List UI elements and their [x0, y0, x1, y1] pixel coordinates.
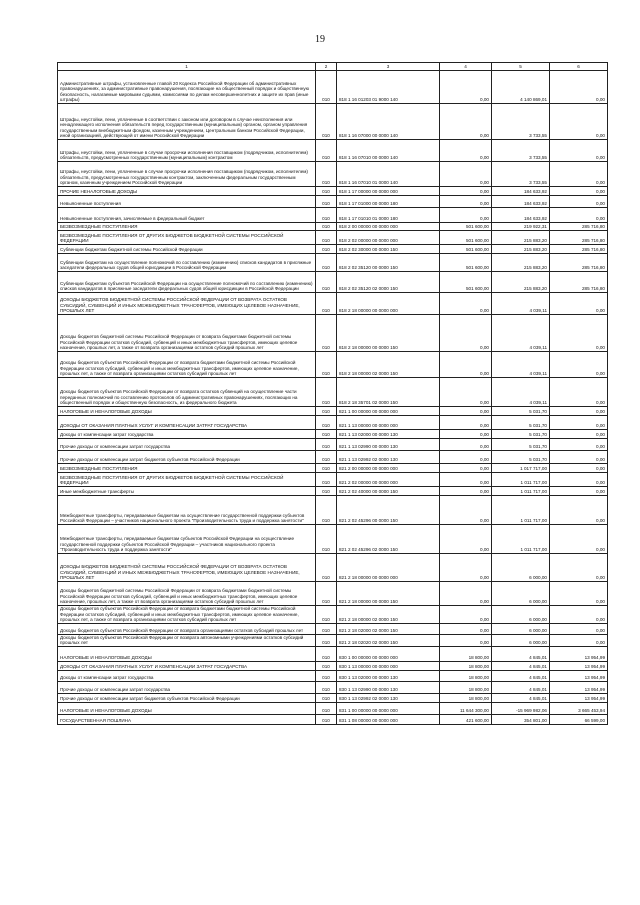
row-name: Доходы бюджетов бюджетной системы Российской Федерации от возврата бюджетами бюджетной системы Российской Федерации остатков субсидий, субвенций и иных межбюджетных трансфертов, имеющих целевое назначение, прошлых лет, а также от возврата организациями остатков субсидий прошлых лет [58, 315, 316, 352]
table-row [58, 670, 608, 681]
row-name: Иные межбюджетные трансферты [58, 487, 316, 496]
row-line-code: 010 [316, 451, 337, 464]
row-plan-value: 501 600,00 [440, 231, 492, 245]
row-name: Субвенции бюджетам субъектов Российской Федерации на осуществление полномочий по составлению (изменению) списков кандидатов в присяжные заседатели федеральных судов общей юрисдикции в Российской Федерации [58, 272, 316, 293]
row-plan-value: 0,00 [440, 487, 492, 496]
row-budget-code: 831 1 08 00000 00 0000 000 [337, 714, 440, 724]
row-unexecuted-value: 13 954,99 [550, 670, 608, 681]
table-row [58, 187, 608, 196]
table-row [58, 352, 608, 378]
row-unexecuted-value: 0,00 [550, 378, 608, 407]
row-plan-value: 0,00 [440, 208, 492, 223]
row-line-code: 010 [316, 140, 337, 162]
row-name: Межбюджетные трансферты, передаваемые бюджетам на осуществление государственной поддержки субъектов Российской Федерации – участников национального проекта "Производительность труда и поддержка занятости" [58, 496, 316, 525]
row-budget-code: 818 2 02 30000 00 0000 150 [337, 245, 440, 254]
row-name: Субвенции бюджетам бюджетной системы Российской Федерации [58, 245, 316, 254]
row-plan-value: 0,00 [440, 71, 492, 104]
column-header: 3 [337, 63, 440, 71]
row-budget-code: 821 2 18 00000 02 0000 150 [337, 606, 440, 624]
table-header-row [58, 63, 608, 71]
row-line-code: 010 [316, 473, 337, 487]
table-row [58, 702, 608, 714]
row-unexecuted-value: 0,00 [550, 208, 608, 223]
table-row [58, 196, 608, 208]
row-name: Штрафы, неустойки, пени, уплаченные в случае просрочки исполнения поставщиком (подрядчиком, исполнителем) обязательств, предусмотренных государственным (муниципальным) контрактом [58, 140, 316, 162]
row-name: Доходы бюджетов субъектов Российской Федерации от возврата бюджетами бюджетной системы Российской Федерации остатков субсидий, субвенций и иных межбюджетных трансфертов, имеющих целевое назначение, прошлых лет, а также от возврата организациями остатков субсидий прошлых лет [58, 352, 316, 378]
row-name: Прочие доходы от компенсации затрат государства [58, 681, 316, 693]
row-executed-value: -15 969 982,06 [492, 702, 550, 714]
row-budget-code: 818 2 02 35120 02 0000 150 [337, 272, 440, 293]
row-budget-code: 821 2 02 45296 00 0000 150 [337, 496, 440, 525]
row-plan-value: 0,00 [440, 104, 492, 140]
row-line-code: 010 [316, 606, 337, 624]
row-unexecuted-value: 0,00 [550, 496, 608, 525]
row-budget-code: 818 2 02 35120 00 0000 150 [337, 254, 440, 272]
row-executed-value: 4 845,01 [492, 670, 550, 681]
row-name: Штрафы, неустойки, пени, уплаченные в случае просрочки исполнения поставщиком (подрядчиком, исполнителем) обязательств, предусмотренных государственным контрактом, заключенным федеральным государственным органом, казенным учреждением Российской Федерации [58, 162, 316, 187]
table-row [58, 582, 608, 606]
row-budget-code: 821 2 18 00000 00 0000 000 [337, 554, 440, 582]
row-line-code: 010 [316, 693, 337, 702]
row-unexecuted-value: 0,00 [550, 104, 608, 140]
row-plan-value: 0,00 [440, 416, 492, 430]
row-executed-value: 3 733,55 [492, 104, 550, 140]
row-unexecuted-value: 285 716,80 [550, 223, 608, 231]
table-row [58, 430, 608, 439]
row-plan-value: 0,00 [440, 554, 492, 582]
row-line-code: 010 [316, 71, 337, 104]
row-executed-value: 4 140 869,01 [492, 71, 550, 104]
row-line-code: 010 [316, 416, 337, 430]
row-line-code: 010 [316, 196, 337, 208]
table-row [58, 315, 608, 352]
row-unexecuted-value: 13 954,99 [550, 646, 608, 661]
row-name: ДОХОДЫ ОТ ОКАЗАНИЯ ПЛАТНЫХ УСЛУГ И КОМПЕНСАЦИИ ЗАТРАТ ГОСУДАРСТВА [58, 416, 316, 430]
row-name: Доходы бюджетов бюджетной системы Российской Федерации от возврата бюджетами бюджетной системы Российской Федерации остатков субсидий, субвенций и иных межбюджетных трансфертов, имеющих целевое назначение, прошлых лет, а также от возврата организациями остатков субсидий прошлых лет [58, 582, 316, 606]
table-row [58, 254, 608, 272]
row-line-code: 010 [316, 623, 337, 634]
page-number: 19 [315, 34, 325, 45]
row-budget-code: 830 1 13 02990 00 0000 130 [337, 681, 440, 693]
row-plan-value: 18 800,00 [440, 681, 492, 693]
table-row [58, 714, 608, 724]
table-row [58, 496, 608, 525]
row-name: Административные штрафы, установленные главой 20 Кодекса Российской Федерации об административных правонарушениях, за административные правонарушения, посягающие на общественный порядок и общественную безопасность, налагаемые мировыми судьями, комиссиями по делам несовершеннолетних и защите их прав (иные штрафы) [58, 71, 316, 104]
table-row [58, 416, 608, 430]
row-executed-value: 5 031,70 [492, 430, 550, 439]
row-budget-code: 818 2 18 00000 02 0000 150 [337, 352, 440, 378]
row-executed-value: 184 633,92 [492, 187, 550, 196]
row-name: Прочие доходы от компенсации затрат государства [58, 439, 316, 451]
table-row [58, 681, 608, 693]
row-executed-value: 6 000,00 [492, 582, 550, 606]
table-row [58, 554, 608, 582]
table-row [58, 451, 608, 464]
row-line-code: 010 [316, 430, 337, 439]
table-row [58, 293, 608, 315]
row-name: НАЛОГОВЫЕ И НЕНАЛОГОВЫЕ ДОХОДЫ [58, 646, 316, 661]
row-name: ПРОЧИЕ НЕНАЛОГОВЫЕ ДОХОДЫ [58, 187, 316, 196]
row-plan-value: 501 600,00 [440, 254, 492, 272]
row-line-code: 010 [316, 661, 337, 670]
row-name: ДОХОДЫ БЮДЖЕТОВ БЮДЖЕТНОЙ СИСТЕМЫ РОССИЙСКОЙ ФЕДЕРАЦИИ ОТ ВОЗВРАТА ОСТАТКОВ СУБСИДИЙ, СУБВЕНЦИЙ И ИНЫХ МЕЖБЮДЖЕТНЫХ ТРАНСФЕРТОВ, ИМЕЮЩИХ ЦЕЛЕВОЕ НАЗНАЧЕНИЕ, ПРОШЛЫХ ЛЕТ [58, 554, 316, 582]
row-plan-value: 0,00 [440, 162, 492, 187]
row-unexecuted-value: 0,00 [550, 430, 608, 439]
row-unexecuted-value: 13 954,99 [550, 681, 608, 693]
table-row [58, 661, 608, 670]
row-plan-value: 0,00 [440, 196, 492, 208]
row-line-code: 010 [316, 245, 337, 254]
row-unexecuted-value: 0,00 [550, 582, 608, 606]
row-plan-value: 0,00 [440, 187, 492, 196]
row-executed-value: 5 031,70 [492, 416, 550, 430]
row-budget-code: 830 1 13 02992 02 0000 130 [337, 693, 440, 702]
table-row [58, 140, 608, 162]
column-header: 2 [316, 63, 337, 71]
row-plan-value: 0,00 [440, 439, 492, 451]
table-row [58, 231, 608, 245]
column-header: 5 [492, 63, 550, 71]
row-unexecuted-value: 0,00 [550, 162, 608, 187]
row-executed-value: 5 031,70 [492, 407, 550, 416]
row-unexecuted-value: 0,00 [550, 634, 608, 646]
row-name: Доходы бюджетов субъектов Российской Федерации от возврата бюджетами бюджетной системы Российской Федерации остатков субсидий, субвенций и иных межбюджетных трансфертов, имеющих целевое назначение, прошлых лет, а также от возврата организациями остатков субсидий прошлых лет [58, 606, 316, 624]
row-executed-value: 6 000,00 [492, 554, 550, 582]
row-line-code: 010 [316, 681, 337, 693]
row-unexecuted-value: 13 954,99 [550, 661, 608, 670]
row-unexecuted-value: 0,00 [550, 315, 608, 352]
row-budget-code: 818 1 17 01000 00 0000 180 [337, 196, 440, 208]
row-budget-code: 818 2 18 35701 02 0000 150 [337, 378, 440, 407]
row-line-code: 010 [316, 714, 337, 724]
row-plan-value: 0,00 [440, 623, 492, 634]
row-unexecuted-value: 285 716,80 [550, 254, 608, 272]
row-name: БЕЗВОЗМЕЗДНЫЕ ПОСТУПЛЕНИЯ ОТ ДРУГИХ БЮДЖЕТОВ БЮДЖЕТНОЙ СИСТЕМЫ РОССИЙСКОЙ ФЕДЕРАЦИИ [58, 473, 316, 487]
row-unexecuted-value: 285 716,80 [550, 231, 608, 245]
row-name: Доходы бюджетов субъектов Российской Федерации от возврата автономными учреждениями остатков субсидий прошлых лет [58, 634, 316, 646]
row-budget-code: 821 1 13 00000 00 0000 000 [337, 416, 440, 430]
row-plan-value: 501 600,00 [440, 223, 492, 231]
column-header: 4 [440, 63, 492, 71]
row-unexecuted-value: 0,00 [550, 487, 608, 496]
row-unexecuted-value: 0,00 [550, 196, 608, 208]
row-line-code: 010 [316, 378, 337, 407]
row-name: ГОСУДАРСТВЕННАЯ ПОШЛИНА [58, 714, 316, 724]
row-line-code: 010 [316, 496, 337, 525]
row-unexecuted-value: 0,00 [550, 473, 608, 487]
row-executed-value: 215 883,20 [492, 272, 550, 293]
row-plan-value: 0,00 [440, 525, 492, 554]
table-row [58, 525, 608, 554]
row-line-code: 010 [316, 208, 337, 223]
row-line-code: 010 [316, 634, 337, 646]
row-plan-value: 0,00 [440, 451, 492, 464]
table-row [58, 208, 608, 223]
row-budget-code: 818 2 18 00000 00 0000 150 [337, 315, 440, 352]
column-header: 1 [58, 63, 316, 71]
row-name: Субвенции бюджетам на осуществление полномочий по составлению (изменению) списков кандидатов в присяжные заседатели федеральных судов общей юрисдикции в Российской Федерации [58, 254, 316, 272]
row-executed-value: 1 011 717,00 [492, 496, 550, 525]
row-plan-value: 0,00 [440, 634, 492, 646]
row-budget-code: 821 1 13 02992 02 0000 130 [337, 451, 440, 464]
row-line-code: 010 [316, 464, 337, 473]
row-line-code: 010 [316, 439, 337, 451]
row-name: БЕЗВОЗМЕЗДНЫЕ ПОСТУПЛЕНИЯ ОТ ДРУГИХ БЮДЖЕТОВ БЮДЖЕТНОЙ СИСТЕМЫ РОССИЙСКОЙ ФЕДЕРАЦИИ [58, 231, 316, 245]
table-row [58, 378, 608, 407]
row-name: НАЛОГОВЫЕ И НЕНАЛОГОВЫЕ ДОХОДЫ [58, 702, 316, 714]
row-plan-value: 0,00 [440, 582, 492, 606]
row-line-code: 010 [316, 187, 337, 196]
row-line-code: 010 [316, 272, 337, 293]
row-unexecuted-value: 0,00 [550, 451, 608, 464]
row-executed-value: 4 039,11 [492, 293, 550, 315]
row-name: НАЛОГОВЫЕ И НЕНАЛОГОВЫЕ ДОХОДЫ [58, 407, 316, 416]
table-row [58, 473, 608, 487]
row-plan-value: 501 600,00 [440, 245, 492, 254]
row-executed-value: 6 000,00 [492, 623, 550, 634]
row-line-code: 010 [316, 582, 337, 606]
row-executed-value: 4 845,01 [492, 693, 550, 702]
row-plan-value: 0,00 [440, 496, 492, 525]
row-name: Доходы бюджетов субъектов Российской Федерации от возврата организациями остатков субсидий прошлых лет [58, 623, 316, 634]
row-unexecuted-value: 13 954,99 [550, 693, 608, 702]
row-executed-value: 1 011 717,00 [492, 473, 550, 487]
row-unexecuted-value: 0,00 [550, 407, 608, 416]
row-unexecuted-value: 0,00 [550, 554, 608, 582]
row-unexecuted-value: 285 716,80 [550, 272, 608, 293]
row-name: Прочие доходы от компенсации затрат бюджетов субъектов Российской Федерации [58, 451, 316, 464]
row-plan-value: 0,00 [440, 606, 492, 624]
row-budget-code: 818 1 16 07010 00 0000 140 [337, 140, 440, 162]
row-line-code: 010 [316, 554, 337, 582]
row-name: ДОХОДЫ ОТ ОКАЗАНИЯ ПЛАТНЫХ УСЛУГ И КОМПЕНСАЦИИ ЗАТРАТ ГОСУДАРСТВА [58, 661, 316, 670]
row-line-code: 010 [316, 231, 337, 245]
row-unexecuted-value: 285 716,80 [550, 245, 608, 254]
table-row [58, 487, 608, 496]
row-budget-code: 831 1 00 00000 00 0000 000 [337, 702, 440, 714]
table-row [58, 104, 608, 140]
table-row [58, 223, 608, 231]
row-plan-value: 501 600,00 [440, 272, 492, 293]
row-unexecuted-value: 0,00 [550, 623, 608, 634]
row-budget-code: 821 2 18 02020 02 0000 150 [337, 634, 440, 646]
table-row [58, 634, 608, 646]
row-executed-value: 215 883,20 [492, 231, 550, 245]
row-plan-value: 0,00 [440, 378, 492, 407]
row-name: Доходы бюджетов субъектов Российской Федерации от возврата остатков субвенций на осуществление части переданных полномочий по составлению протоколов об административных правонарушениях, посягающих на общественный порядок и общественную безопасность, из федерального бюджета [58, 378, 316, 407]
row-executed-value: 184 633,92 [492, 208, 550, 223]
row-unexecuted-value: 66 599,00 [550, 714, 608, 724]
row-executed-value: 1 017 717,00 [492, 464, 550, 473]
table-row [58, 245, 608, 254]
row-executed-value: 3 733,55 [492, 162, 550, 187]
row-executed-value: 5 031,70 [492, 439, 550, 451]
row-executed-value: 184 633,92 [492, 196, 550, 208]
row-budget-code: 818 1 17 00000 00 0000 000 [337, 187, 440, 196]
row-plan-value: 0,00 [440, 473, 492, 487]
row-executed-value: 4 039,11 [492, 352, 550, 378]
row-executed-value: 215 883,20 [492, 254, 550, 272]
row-budget-code: 821 2 02 40000 00 0000 150 [337, 487, 440, 496]
row-unexecuted-value: 0,00 [550, 293, 608, 315]
row-plan-value: 421 600,00 [440, 714, 492, 724]
row-plan-value: 18 800,00 [440, 693, 492, 702]
row-name: Штрафы, неустойки, пени, уплаченные в соответствии с законом или договором в случае неисполнения или ненадлежащего исполнения обязательств перед государственным (муниципальным) органом, органом управления государственным внебюджетным фондом, казенным учреждением, Центральным банком Российской Федерации, иной организацией, действующей от имени Российской Федерации [58, 104, 316, 140]
row-name: Невыясненные поступления, зачисляемые в федеральный бюджет [58, 208, 316, 223]
row-executed-value: 4 845,01 [492, 646, 550, 661]
row-line-code: 010 [316, 254, 337, 272]
row-line-code: 010 [316, 162, 337, 187]
row-plan-value: 18 800,00 [440, 661, 492, 670]
row-executed-value: 4 845,01 [492, 681, 550, 693]
row-name: БЕЗВОЗМЕЗДНЫЕ ПОСТУПЛЕНИЯ [58, 464, 316, 473]
row-executed-value: 6 000,00 [492, 634, 550, 646]
row-unexecuted-value: 0,00 [550, 71, 608, 104]
row-unexecuted-value: 0,00 [550, 416, 608, 430]
row-name: Невыясненные поступления [58, 196, 316, 208]
table-row [58, 439, 608, 451]
table-row [58, 272, 608, 293]
row-budget-code: 818 1 16 01203 01 9000 140 [337, 71, 440, 104]
table-row [58, 606, 608, 624]
row-line-code: 010 [316, 223, 337, 231]
row-executed-value: 6 000,00 [492, 606, 550, 624]
row-budget-code: 821 1 13 02990 00 0000 130 [337, 439, 440, 451]
row-executed-value: 219 922,31 [492, 223, 550, 231]
row-plan-value: 0,00 [440, 464, 492, 473]
row-plan-value: 0,00 [440, 352, 492, 378]
row-name: БЕЗВОЗМЕЗДНЫЕ ПОСТУПЛЕНИЯ [58, 223, 316, 231]
row-unexecuted-value: 3 665 453,94 [550, 702, 608, 714]
table-row [58, 693, 608, 702]
row-unexecuted-value: 0,00 [550, 439, 608, 451]
row-budget-code: 830 1 13 00000 00 0000 000 [337, 661, 440, 670]
row-line-code: 010 [316, 670, 337, 681]
row-name: Межбюджетные трансферты, передаваемые бюджетам субъектов Российской Федерации на осуществление государственной поддержки субъектов Российской Федерации – участников национального проекта "Производительность труда и поддержка занятости" [58, 525, 316, 554]
row-budget-code: 830 1 13 02000 00 0000 130 [337, 670, 440, 681]
row-budget-code: 821 2 18 02000 02 0000 150 [337, 623, 440, 634]
row-line-code: 010 [316, 315, 337, 352]
row-plan-value: 18 800,00 [440, 646, 492, 661]
row-executed-value: 4 845,01 [492, 661, 550, 670]
row-plan-value: 0,00 [440, 407, 492, 416]
row-budget-code: 830 1 00 00000 00 0000 000 [337, 646, 440, 661]
row-line-code: 010 [316, 646, 337, 661]
table-row [58, 162, 608, 187]
row-executed-value: 354 801,00 [492, 714, 550, 724]
row-plan-value: 11 644 300,00 [440, 702, 492, 714]
column-header: 6 [550, 63, 608, 71]
row-budget-code: 818 1 16 07010 01 0000 140 [337, 162, 440, 187]
row-line-code: 010 [316, 104, 337, 140]
row-unexecuted-value: 0,00 [550, 140, 608, 162]
row-executed-value: 215 883,20 [492, 245, 550, 254]
report-table [57, 62, 608, 725]
row-plan-value: 18 800,00 [440, 670, 492, 681]
row-plan-value: 0,00 [440, 315, 492, 352]
row-executed-value: 1 011 717,00 [492, 487, 550, 496]
row-budget-code: 818 1 17 01010 01 0000 180 [337, 208, 440, 223]
row-budget-code: 818 1 16 07000 00 0000 140 [337, 104, 440, 140]
table-row [58, 407, 608, 416]
row-executed-value: 4 039,11 [492, 378, 550, 407]
row-unexecuted-value: 0,00 [550, 352, 608, 378]
row-executed-value: 5 031,70 [492, 451, 550, 464]
table-body [58, 71, 608, 725]
row-budget-code: 821 2 18 00000 00 0000 150 [337, 582, 440, 606]
row-budget-code: 821 1 00 00000 00 0000 000 [337, 407, 440, 416]
table-row [58, 623, 608, 634]
row-executed-value: 4 039,11 [492, 315, 550, 352]
row-name: ДОХОДЫ БЮДЖЕТОВ БЮДЖЕТНОЙ СИСТЕМЫ РОССИЙСКОЙ ФЕДЕРАЦИИ ОТ ВОЗВРАТА ОСТАТКОВ СУБСИДИЙ, СУБВЕНЦИЙ И ИНЫХ МЕЖБЮДЖЕТНЫХ ТРАНСФЕРТОВ, ИМЕЮЩИХ ЦЕЛЕВОЕ НАЗНАЧЕНИЕ, ПРОШЛЫХ ЛЕТ [58, 293, 316, 315]
row-budget-code: 821 1 13 02000 00 0000 130 [337, 430, 440, 439]
table-row [58, 646, 608, 661]
row-name: Прочие доходы от компенсации затрат бюджетов субъектов Российской Федерации [58, 693, 316, 702]
row-budget-code: 821 2 00 00000 00 0000 000 [337, 464, 440, 473]
row-budget-code: 818 2 18 00000 00 0000 000 [337, 293, 440, 315]
row-plan-value: 0,00 [440, 140, 492, 162]
row-unexecuted-value: 0,00 [550, 187, 608, 196]
row-unexecuted-value: 0,00 [550, 606, 608, 624]
row-line-code: 010 [316, 702, 337, 714]
row-name: Доходы от компенсации затрат государства [58, 670, 316, 681]
row-budget-code: 818 2 02 00000 00 0000 000 [337, 231, 440, 245]
row-executed-value: 3 733,55 [492, 140, 550, 162]
row-line-code: 010 [316, 352, 337, 378]
row-budget-code: 818 2 00 00000 00 0000 000 [337, 223, 440, 231]
row-unexecuted-value: 0,00 [550, 525, 608, 554]
row-plan-value: 0,00 [440, 293, 492, 315]
row-line-code: 010 [316, 293, 337, 315]
row-line-code: 010 [316, 487, 337, 496]
row-budget-code: 821 2 02 45296 02 0000 150 [337, 525, 440, 554]
row-name: Доходы от компенсации затрат государства [58, 430, 316, 439]
row-line-code: 010 [316, 407, 337, 416]
row-plan-value: 0,00 [440, 430, 492, 439]
row-executed-value: 1 011 717,00 [492, 525, 550, 554]
row-unexecuted-value: 0,00 [550, 464, 608, 473]
table-row [58, 464, 608, 473]
row-line-code: 010 [316, 525, 337, 554]
row-budget-code: 821 2 02 00000 00 0000 000 [337, 473, 440, 487]
table-row [58, 71, 608, 104]
